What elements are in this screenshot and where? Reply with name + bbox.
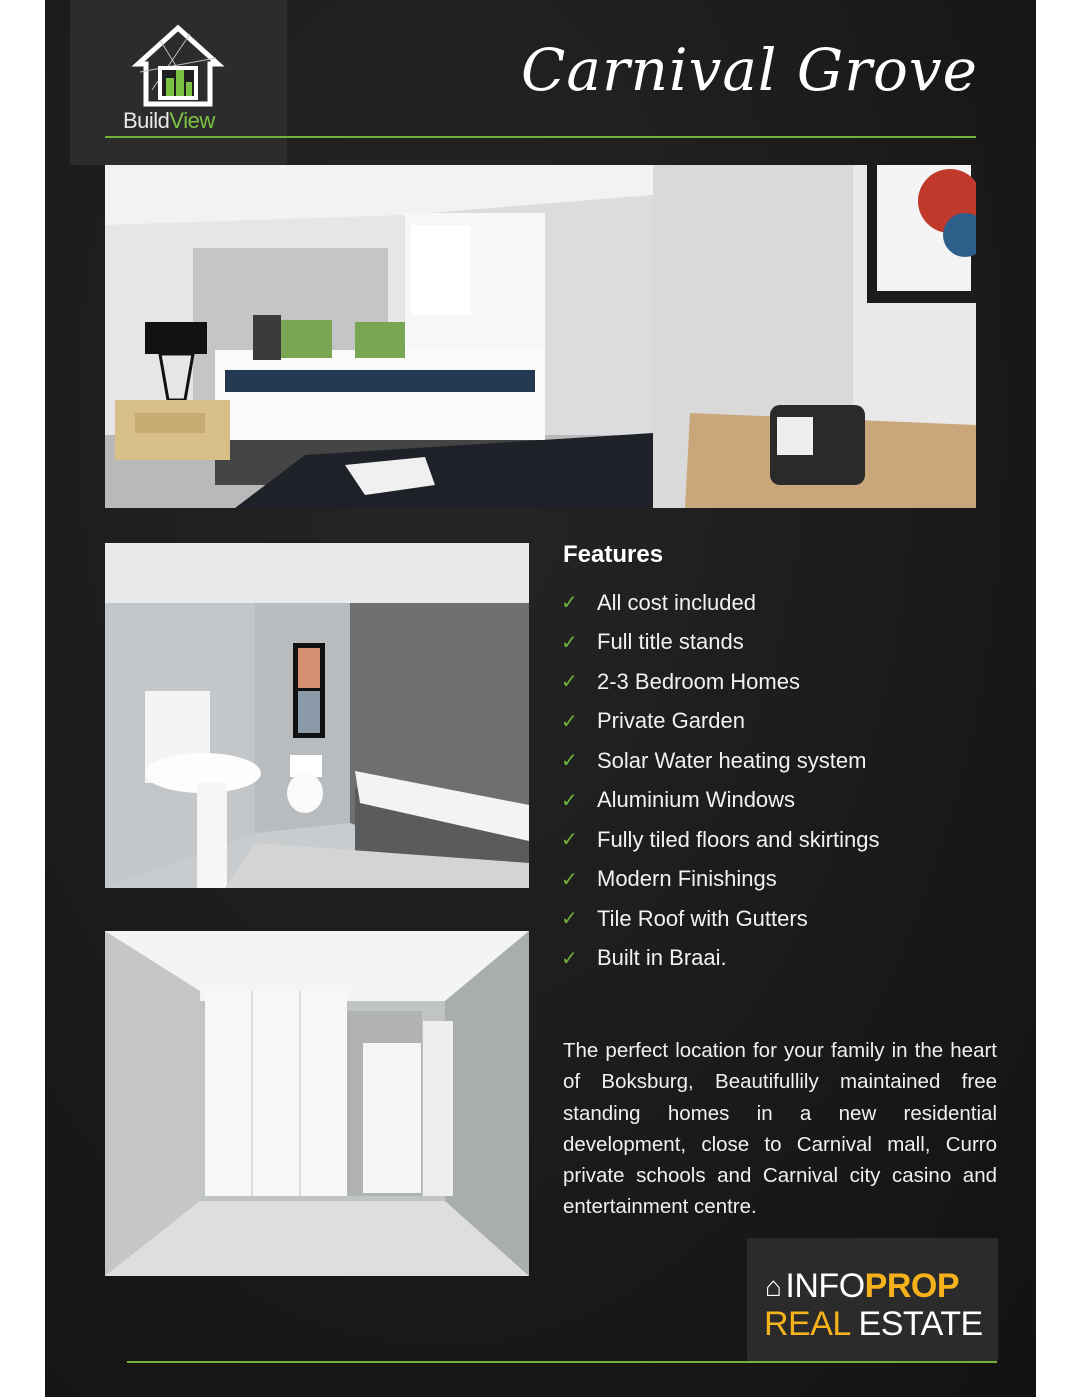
list-item: ✓ Full title stands [561,629,744,655]
list-item: ✓ Built in Braai. [561,945,727,971]
list-item: ✓ Tile Roof with Gutters [561,905,808,931]
check-icon: ✓ [561,592,578,615]
check-icon: ✓ [561,631,578,654]
check-icon: ✓ [561,947,578,970]
buildview-logo [70,0,287,165]
check-icon: ✓ [561,789,578,812]
features-list [561,583,879,978]
list-item: ✓ Fully tiled floors and skirtings [561,826,880,852]
bedroom-photo [105,165,976,508]
list-item: ✓ Private Garden [561,708,745,734]
bottom-divider [127,1361,997,1363]
description-paragraph: The perfect location for your family in the heart of Boksburg, Beautifullily maintained free standing homes in a new residential development, close to Carnival mall, Curro private schools and Carnival city casino and entertainment centre. [563,1039,997,1219]
check-icon: ✓ [561,868,578,891]
list-item: ✓ 2-3 Bedroom Homes [561,668,800,694]
house-frame-icon [130,20,226,108]
check-icon: ✓ [561,908,578,931]
top-divider [105,136,976,138]
list-item: ✓ Aluminium Windows [561,787,796,813]
features-heading: Features [563,541,664,568]
home-icon: ⌂ [765,1270,782,1302]
room-photo [105,931,529,1276]
check-icon: ✓ [561,829,578,852]
page-title: Carnival Grove [521,36,978,104]
infoprop-logo: ⌂ INFO PROP REAL ESTATE [747,1238,998,1361]
list-item: ✓ Modern Finishings [561,866,777,892]
list-item: ✓ All cost included [561,589,756,615]
check-icon: ✓ [561,710,578,733]
check-icon: ✓ [561,750,578,773]
check-icon: ✓ [561,671,578,694]
logo-wordmark: BuildView [123,108,215,133]
bathroom-photo [105,543,529,888]
list-item: ✓ Solar Water heating system [561,747,867,773]
brochure-sheet [45,0,1036,1397]
